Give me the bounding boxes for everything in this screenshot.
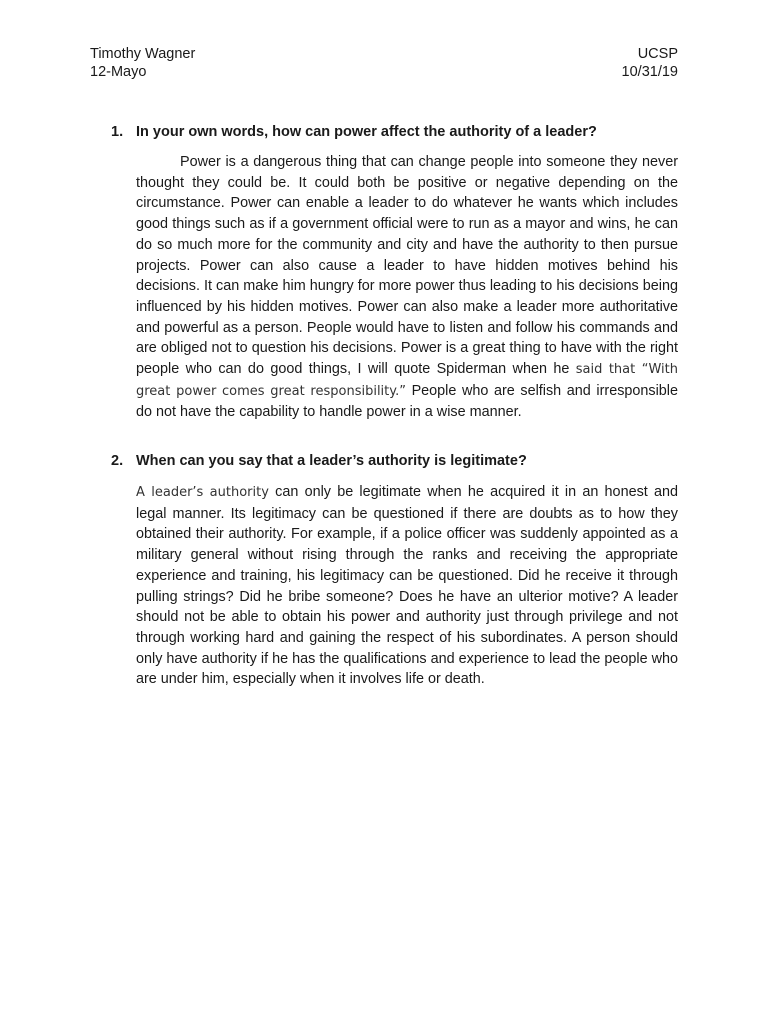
answer-paragraph [136,482,678,690]
section-label: 12-Mayo [90,64,147,80]
answer-2 [136,482,678,690]
answer-lead: A leader’s authority [136,485,269,500]
question-text: In your own words, how can power affect the authority of a leader? [136,124,597,140]
answer-1 [136,152,678,423]
answer-text: can only be legitimate when he acquired it in an honest and legal manner. Its legitimacy can be questioned if there are doubts as to how they obtained their authority. For example, if a police officer was suddenly appointed as a military general without rising through the ranks and receiving the appropriate experience and training, his legitimacy can be questioned. Did he receive it through pulling strings? Did he bribe someone? Does he have an ulterior motive? A leader should not be able to obtain his power and authority just through privilege and not through working hard and gaining the respect of his subordinates. A person should only have authority if he has the qualifications and experience to lead the people who are under him, especially when it involves life or death. [136,484,678,688]
question-number: 2. [111,453,124,469]
subject-label: UCSP [637,46,678,62]
answer-quote: said that “With great power comes great responsibility.” [136,362,678,399]
header-row-1 [90,45,678,63]
answer-text-end: People who are selfish and irresponsible do not have the capability to handle power in a wise manner. [136,382,678,421]
question-number: 1. [111,124,124,140]
question-1 [111,123,681,141]
document-header [90,45,678,81]
question-text: When can you say that a leader’s authority is legitimate? [136,453,527,469]
student-name: Timothy Wagner [90,46,196,62]
date-label: 10/31/19 [621,64,678,80]
header-row-2 [90,63,678,81]
answer-paragraph [136,152,678,423]
answer-text: Power is a dangerous thing that can change people into someone they never thought they could be. It could both be positive or negative depending on the circumstance. Power can enable a leader to do whatever he wants which includes good things such as if a government official were to run as a mayor and wins, he can do so much more for the community and city and have the authority to then pursue projects. Power can also cause a leader to have hidden motives behind his decisions. It can make him hungry for more power thus leading to his decisions being influenced by his hidden motives. Power can also make a leader more authoritative and powerful as a person. People would have to listen and follow his commands and are obliged not to question his decisions. Power is a great thing to have with the right people who can do good things, I will quote Spiderman when he [136,154,678,378]
question-2 [111,452,681,470]
